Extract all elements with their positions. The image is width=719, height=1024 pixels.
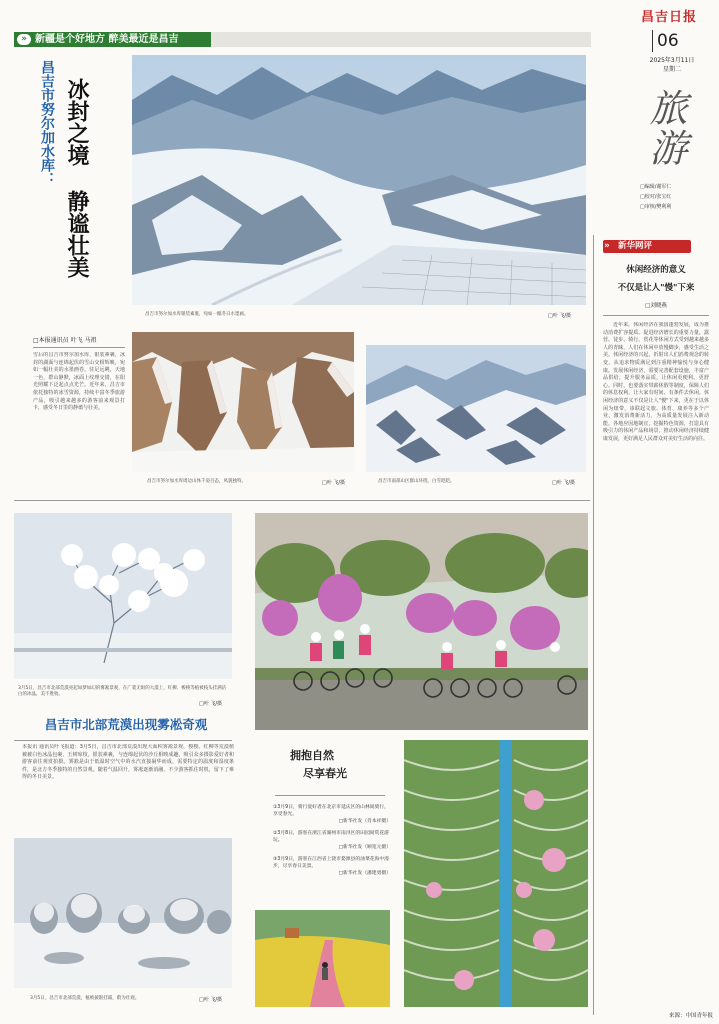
editor-line: □编辑/谢军仁 xyxy=(640,184,672,190)
photo-caption: 昌吉市南部山区群山环绕，白雪皑皑。 xyxy=(378,479,455,484)
paper-name: 昌吉日报 xyxy=(641,10,698,25)
rapeseed-path-photo xyxy=(255,910,390,1007)
editor-line: □校对/张宝红 xyxy=(640,194,672,200)
credit-3: □新华社发（潘建勇摄） xyxy=(338,871,391,876)
lead-body: 雪后的昌吉市努尔加水库，银装素裹，冰封的湖面与连绵起伏的雪山交相辉映，宛如一幅壮美的水墨画卷。驻足远眺，天地一色，群山静默，冰面上纹理交错，在阳光照耀下泛起点点光芒。近年来，昌吉市依托独特的冰雪资源，持续丰富冬季旅游产品，吸引越来越多的游客前来观景打卡，感受冬日里的静谧与壮美。 xyxy=(33,352,125,412)
lead-byline: □本报通讯员 叶飞 马祖 xyxy=(33,337,97,344)
lead-kicker: 昌吉市努尔加水库： xyxy=(39,60,55,186)
commentary-byline: □刘晓燕 xyxy=(645,303,667,309)
editor-credits xyxy=(640,182,710,212)
header-banner-shade xyxy=(211,32,591,47)
divider xyxy=(33,347,125,348)
photo-credit: □叶 飞/摄 xyxy=(199,701,222,707)
divider xyxy=(275,795,385,796)
nature-title-line1: 拥抱自然 xyxy=(290,749,334,762)
photo-caption: 3月5日，昌吉市北部荒漠，植被披银挂霜，蔚为壮观。 xyxy=(30,996,140,1001)
photo-credit: □叶 飞/摄 xyxy=(199,997,222,1003)
rock-formation-photo xyxy=(132,332,354,472)
nature-captions xyxy=(273,804,391,877)
lead-title-line1: 冰封之境 xyxy=(64,78,90,166)
caption-3: ③3月9日，游客在江西省上饶市婺源县的油菜花海中漫步，尽享春日美景。 xyxy=(273,857,389,869)
photo-credit: □叶 飞/摄 xyxy=(552,480,575,486)
commentary-body: 近年来，休闲经济在我国蓬勃发展，成为推动消费扩容提质、促进经济增长的重要力量。露营、徒步、骑行、赏花等休闲方式受到越来越多人的青睐，人们在休闲中放慢脚步，感受生活之美。休闲经济的兴起，折射出人们消费观念的转变，从追求物质满足到注重精神愉悦与身心健康。发展休闲经济，需要完善配套设施，丰富产品供给，提升服务品质，让休闲更便利、更舒心。同时，也要落实带薪休假等制度，保障人们的休息权利，让大家有时间、有条件去休闲。休闲经济的意义不仅是让人"慢"下来，更在于以休闲为纽带，串联起文旅、体育、康养等多个产业，激发消费新活力，为高质量发展注入新动能。各地应因地制宜，挖掘特色资源，打造具有吸引力的休闲产品和场景，推动休闲经济持续健康发展，更好满足人民群众对美好生活的向往。 xyxy=(603,322,709,442)
cycling-photo xyxy=(255,513,588,730)
desert-rime-photo xyxy=(14,838,232,988)
caption-2: ②3月8日，游客在浙江省湖州市南浔区的田园间赏花游玩。 xyxy=(273,831,389,843)
photo-caption: 3月5日，昌吉市北部荒漠亮起如梦如幻的雾凇景观，在广袤无垠的大漠上，红柳、梭梭等植被枝头挂满洁白的冰晶，美不胜收。 xyxy=(18,686,227,697)
column-divider xyxy=(593,235,594,1015)
snow-mountains-photo xyxy=(366,345,586,472)
credit-2: □新华社发（顾宽元摄） xyxy=(338,845,391,850)
lead-title-line2: 静谧壮美 xyxy=(64,190,90,278)
rime-title: 昌吉市北部荒漠出现雾凇奇观 xyxy=(44,717,208,732)
divider xyxy=(14,740,232,741)
section-divider xyxy=(14,500,590,501)
issue-weekday: 星期二 xyxy=(662,66,681,73)
chevron-right-icon: » xyxy=(17,34,31,45)
section-title: 旅游 xyxy=(643,88,687,168)
nature-title-line2: 尽享春光 xyxy=(303,767,347,780)
photo-caption: 昌吉市努尔加水库周边山体千姿百态，风貌独特。 xyxy=(147,479,246,484)
commentary-title-line1: 休闲经济的意义 xyxy=(626,265,686,275)
commentary-title-line2: 不仅是让人"慢"下来 xyxy=(617,283,695,293)
header-banner-text: 新疆是个好地方 醉美最近是昌吉 xyxy=(35,34,179,45)
chevron-right-icon: » xyxy=(604,241,610,251)
page-number: 06 xyxy=(652,30,692,52)
reservoir-aerial-photo xyxy=(132,55,586,305)
photo-caption: 昌吉市努尔加水库银装素裹，宛如一幅冬日水墨画。 xyxy=(145,312,249,317)
rime-tree-photo xyxy=(14,513,232,679)
issue-date: 2025年3月11日 xyxy=(649,57,695,64)
credit-1: □新华社发（肖本祥摄） xyxy=(338,819,391,824)
editor-line: □审核/樊利利 xyxy=(640,204,672,210)
rime-body: 本报讯 通讯员叶飞报道：3月5日，昌吉市北部荒漠出现大面积雾凇景观，梭梭、红柳等荒漠植被被白色冰晶包裹，玉树琼枝，银装素裹，与连绵起伏的沙丘相映成趣，吸引众多摄影爱好者和游客前往观赏拍摄。雾凇是由于低温时空气中的水汽直接凝华而成，需要特定的温度和湿度条件，是北方冬季独特的自然景观。随着气温回升，雾凇逐渐消融，不少游客抓住时机，留下了难得的冬日美景。 xyxy=(22,744,234,781)
terraced-garden-photo xyxy=(404,740,588,1007)
divider xyxy=(603,315,709,316)
caption-1: ①3月9日，骑行爱好者在北京市延庆区的山林间骑行，享受春光。 xyxy=(273,805,389,817)
commentary-column: 新华网评 xyxy=(618,241,653,251)
photo-credit: □叶 飞/摄 xyxy=(548,313,571,319)
commentary-source: 来源：中国青年报 xyxy=(668,1013,713,1019)
photo-credit: □叶 飞/摄 xyxy=(322,480,345,486)
